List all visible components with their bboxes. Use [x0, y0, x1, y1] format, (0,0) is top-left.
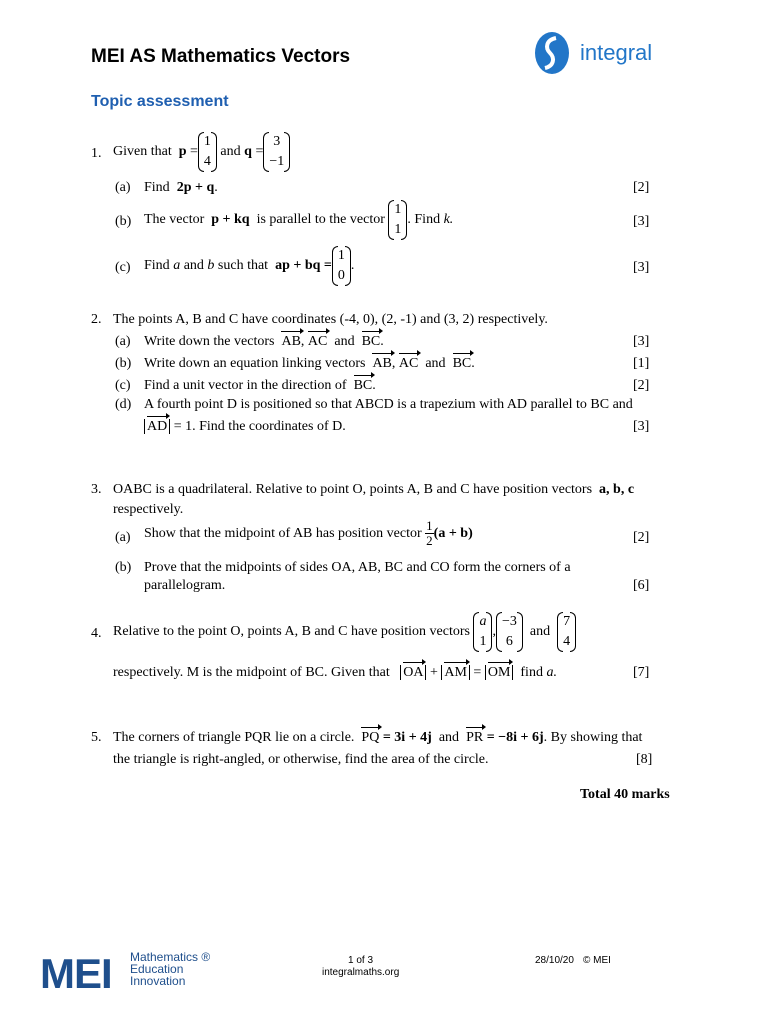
q1b-vec-y: 1 — [394, 222, 402, 237]
q2a-label: (a) — [115, 334, 131, 349]
q3a-label: (a) — [115, 530, 131, 545]
q1c-vector — [332, 246, 351, 286]
q2b-text: Write down an equation linking vectors AB, AC and BC. — [144, 356, 475, 371]
q3-stem1-text: OABC is a quadrilateral. Relative to point O, points A, B and C have position vectors — [113, 482, 593, 497]
q4-a: a. — [546, 665, 557, 680]
q4-vector-b — [496, 612, 523, 652]
q2a-vec-bc: BC — [361, 334, 381, 349]
footer-site: integralmaths.org — [322, 967, 400, 978]
q4-v1-y: 1 — [479, 634, 487, 649]
integral-logo-text: integral — [580, 40, 653, 65]
q1-q-x: 3 — [273, 134, 281, 149]
q4-vector-a — [473, 612, 492, 652]
q3-vectors: a, b, c — [599, 482, 635, 497]
q2d-label: (d) — [115, 397, 132, 412]
q4-vec-om: OM — [487, 665, 511, 680]
q2b-text-main: Write down an equation linking vectors — [144, 356, 366, 371]
q3b-marks: [6] — [633, 578, 650, 593]
q1b-text3: . Find — [407, 212, 441, 227]
q2b-label: (b) — [115, 356, 132, 371]
q5-pq-expr: = 3i + 4j — [382, 730, 432, 745]
q2b-vec-ab: AB — [372, 356, 392, 371]
q1b-text2: is parallel to the vector — [256, 212, 385, 227]
q4-stem1-text: Relative to the point O, points A, B and C have position vectors — [113, 624, 470, 639]
q1-stem — [113, 132, 290, 172]
q1-p-x: 1 — [203, 134, 211, 149]
q4-marks: [7] — [633, 665, 650, 680]
q1-number: 1. — [91, 146, 102, 161]
q4-om-magnitude — [485, 665, 514, 680]
q5-marks: [8] — [636, 752, 653, 767]
q1-eq2: = — [255, 144, 264, 159]
q5-text1-main: The corners of triangle PQR lie on a circle. — [113, 730, 355, 745]
q4-am-magnitude — [441, 665, 470, 680]
q4-vec-oa: OA — [403, 665, 424, 680]
q1-stem-text: Given that — [113, 144, 172, 159]
q1-p-y: 4 — [203, 154, 211, 169]
q4-v1-x: a — [479, 614, 487, 629]
q1-and: and — [220, 144, 241, 159]
document-title: MEI AS Mathematics Vectors — [91, 46, 351, 67]
q3a-text — [144, 519, 473, 548]
q2a-text: Write down the vectors AB, AC and BC. — [144, 334, 384, 349]
q3a-frac-den: 2 — [426, 533, 433, 548]
q2d-ad-magnitude — [144, 419, 170, 434]
footer-copyright: © MEI — [583, 955, 611, 966]
q1c-vec-x: 1 — [337, 248, 345, 263]
page-number: 1 of 3 — [348, 955, 374, 966]
q4-vec-am: AM — [444, 665, 467, 680]
q2c-text-main: Find a unit vector in the direction of — [144, 378, 347, 393]
q5-and: and — [438, 730, 460, 745]
q3b-text2: parallelogram. — [144, 578, 226, 593]
q2d-vec-ad: AD — [147, 419, 168, 434]
q4-stem2-text: respectively. M is the midpoint of BC. Given that — [113, 665, 390, 680]
q4-v3-x: 7 — [563, 614, 571, 629]
q5-vec-pq: PQ — [361, 730, 380, 745]
q1-q-vector — [263, 132, 290, 172]
q3-stem1 — [113, 482, 634, 498]
q2d-text2-main: = 1. Find the coordinates of D. — [173, 419, 346, 434]
q1b-vec-x: 1 — [394, 202, 402, 217]
q1a-text: Find 2p + q. — [144, 180, 218, 195]
mei-line-1: Mathematics ® — [130, 950, 211, 964]
q1c-expr: ap + bq = — [275, 258, 332, 273]
q1-p-vector — [198, 132, 217, 172]
q1a-marks: [2] — [633, 180, 650, 195]
q3a-marks: [2] — [633, 530, 650, 545]
q1c-label: (c) — [115, 260, 131, 275]
q2a-marks: [3] — [633, 334, 650, 349]
q1b-k: k. — [443, 212, 454, 227]
q2b-vec-bc: BC — [452, 356, 472, 371]
q1b-marks: [3] — [633, 214, 650, 229]
q4-stem2 — [113, 665, 557, 681]
q1a-find: Find — [144, 180, 170, 195]
q4-vector-c — [557, 612, 576, 652]
q1c-text3: such that — [217, 258, 269, 273]
q1b-vector — [388, 200, 407, 240]
q4-v2-x: −3 — [501, 614, 517, 629]
q3b-label: (b) — [115, 560, 132, 575]
q1c-text: Find a and b such that ap + bq = 1 0 . — [144, 246, 354, 286]
q2a-text-main: Write down the vectors — [144, 334, 275, 349]
mei-tagline — [130, 951, 210, 987]
q2-stem: The points A, B and C have coordinates (-4, 0), (2, -1) and (3, 2) respectively. — [113, 312, 548, 327]
q3-number: 3. — [91, 482, 102, 497]
q3-stem2: respectively. — [113, 502, 184, 517]
q2c-label: (c) — [115, 378, 131, 393]
q1c-marks: [3] — [633, 260, 650, 275]
q3a-frac-num: 1 — [426, 518, 433, 533]
q2b-vec-ac: AC — [398, 356, 419, 371]
total-marks: Total 40 marks — [580, 787, 670, 802]
mei-line-2: Education — [130, 962, 184, 976]
q1b-text — [144, 200, 453, 240]
q2a-vec-ac: AC — [307, 334, 328, 349]
q4-stem1: Relative to the point O, points A, B and C have position vectors a 1 , −3 6 and 7 4 — [113, 612, 576, 652]
q1c-b: b — [207, 258, 215, 273]
q1a-expr: 2p + q — [176, 180, 215, 195]
q1c-a: a — [173, 258, 181, 273]
q5-pr-expr: = −8i + 6j — [486, 730, 544, 745]
q4-eq: = — [473, 665, 482, 680]
q4-oa-magnitude — [400, 665, 426, 680]
q3a-fraction — [425, 519, 434, 548]
q2c-vec-bc: BC — [353, 378, 373, 393]
q1c-text1: Find — [144, 258, 170, 273]
q2d-text1: A fourth point D is positioned so that ABCD is a trapezium with AD parallel to BC and — [144, 397, 633, 412]
q3a-text-main: Show that the midpoint of AB has position vector — [144, 525, 422, 541]
q4-plus: + — [429, 665, 438, 680]
mei-line-3: Innovation — [130, 974, 186, 988]
q4-number: 4. — [91, 626, 102, 641]
q1a-label: (a) — [115, 180, 131, 195]
q1b-text1: The vector — [144, 212, 205, 227]
footer-date: 28/10/20 — [535, 955, 574, 966]
q1-eq: = — [190, 144, 198, 159]
q3b-text1: Prove that the midpoints of sides OA, AB, BC and CO form the corners of a — [144, 560, 571, 575]
q1b-expr: p + kq — [211, 212, 250, 227]
q5-number: 5. — [91, 730, 102, 745]
integral-logo-icon — [532, 30, 572, 76]
q2a-and: and — [334, 334, 355, 349]
q1-q: q — [244, 144, 252, 159]
q2c-marks: [2] — [633, 378, 650, 393]
q1b-label: (b) — [115, 214, 132, 229]
q2c-text: Find a unit vector in the direction of BC. — [144, 378, 376, 393]
q2d-marks: [3] — [633, 419, 650, 434]
q1-q-y: −1 — [269, 154, 285, 169]
q4-and: and — [529, 624, 551, 639]
q5-text1 — [113, 730, 642, 746]
q5-text3: the triangle is right-angled, or otherwise, find the area of the circle. — [113, 752, 489, 767]
q5-vec-pr: PR — [466, 730, 484, 745]
q1c-vec-y: 0 — [337, 268, 345, 283]
q4-v3-y: 4 — [563, 634, 571, 649]
q2b-marks: [1] — [633, 356, 650, 371]
topic-heading: Topic assessment — [91, 93, 229, 110]
q4-find: find — [520, 665, 543, 680]
q2-number: 2. — [91, 312, 102, 327]
q5-text2: . By showing that — [543, 730, 643, 745]
q2d-text2 — [144, 419, 346, 435]
q4-v2-y: 6 — [505, 634, 513, 649]
q1c-text2: and — [183, 258, 204, 273]
q3a-expr: (a + b) — [433, 525, 473, 541]
q1-p: p — [178, 144, 187, 159]
q2b-and: and — [425, 356, 446, 371]
q2a-vec-ab: AB — [281, 334, 301, 349]
mei-logo: MEI — [40, 950, 112, 997]
